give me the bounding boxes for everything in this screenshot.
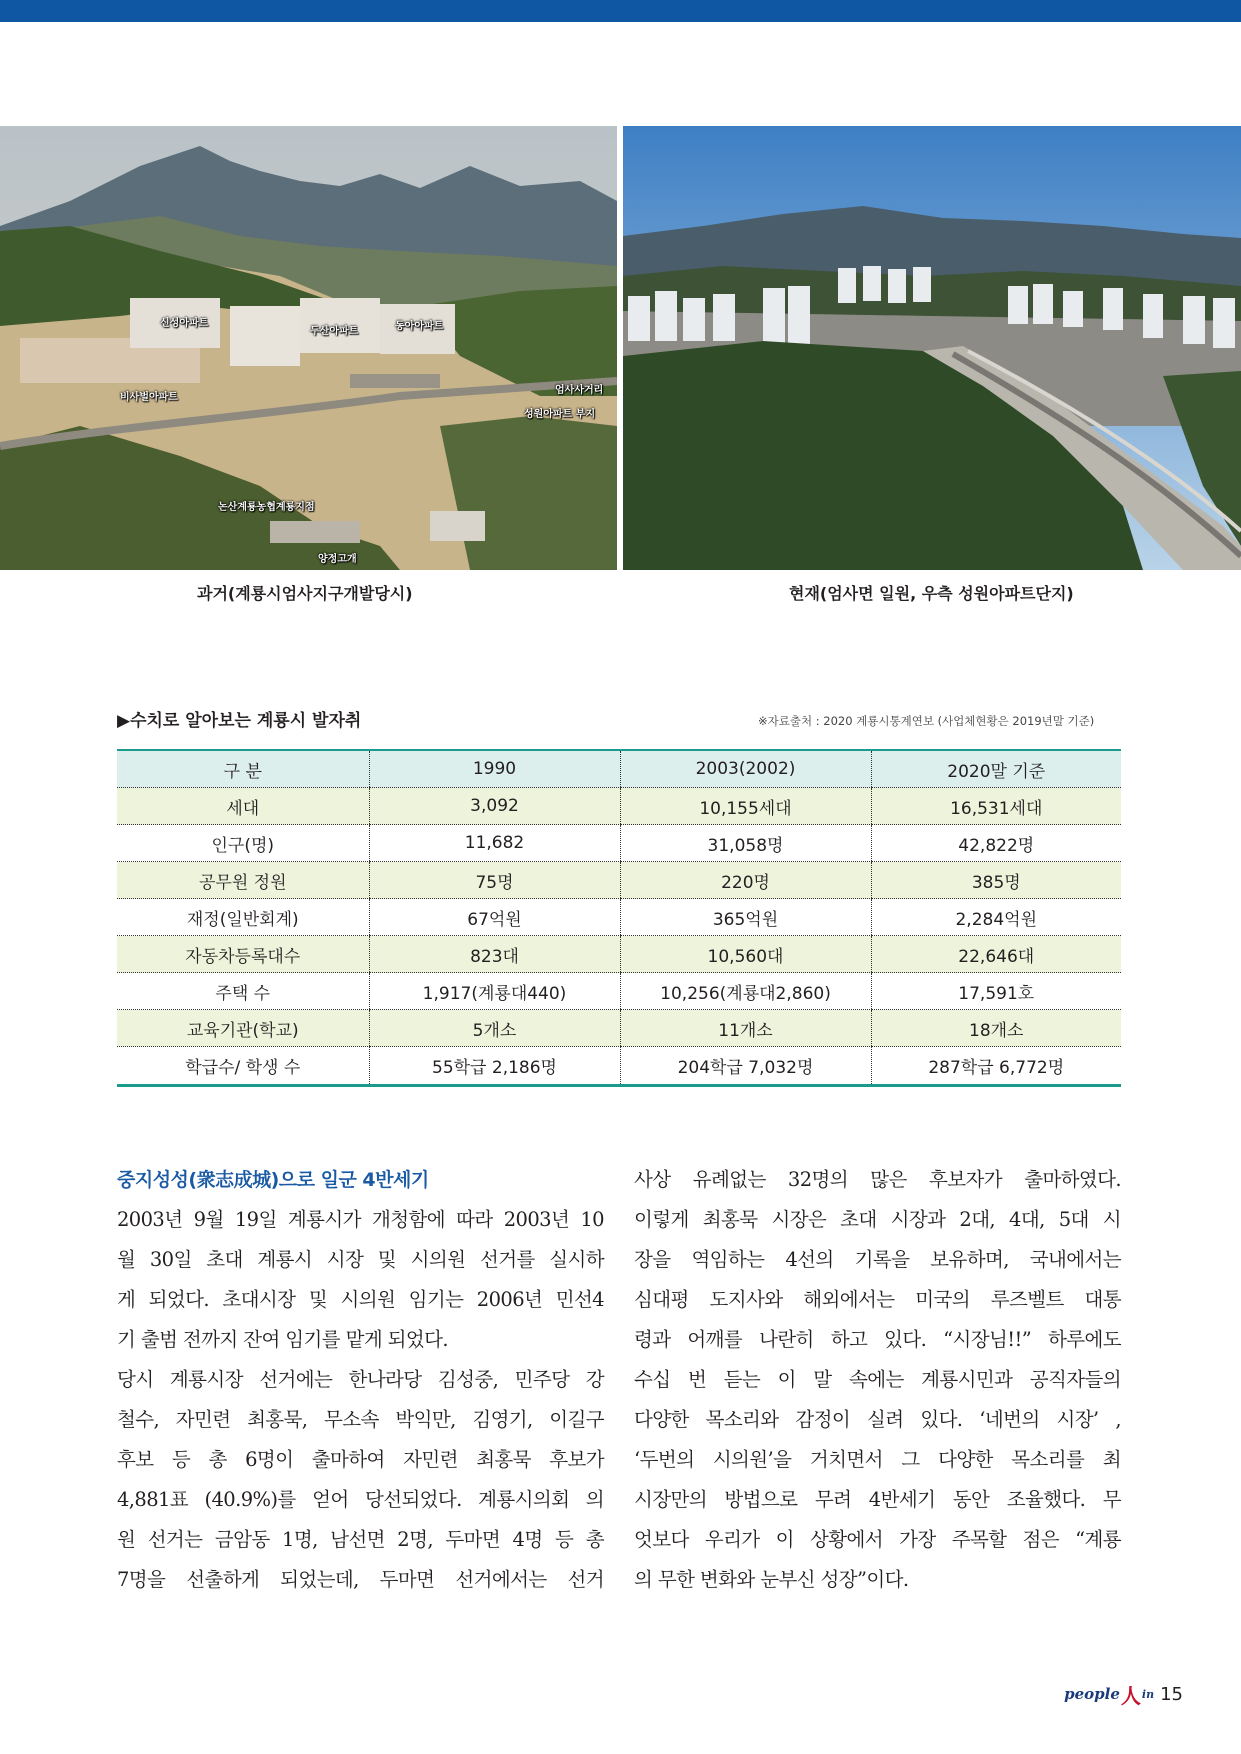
article-line: 의 무한 변화와 눈부신 성장”이다. <box>634 1568 909 1591</box>
table-cell: 42,822명 <box>871 825 1121 862</box>
table-cell: 학급수/ 학생 수 <box>117 1047 369 1086</box>
past-photo-caption: 과거(계룡시엄사지구개발당시) <box>197 584 413 603</box>
logo-suffix: in <box>1141 1687 1155 1701</box>
magazine-logo <box>1064 1680 1154 1709</box>
table-cell: 인구(명) <box>117 825 369 862</box>
table-cell: 55학급 2,186명 <box>369 1047 620 1086</box>
article-line: ‘두번의 시의원’을 거치면서 그 다양한 목소리를 최 <box>634 1448 1121 1471</box>
photo-label: 비사벌아파트 <box>120 392 178 403</box>
past-development-photo <box>0 126 617 570</box>
table-cell: 823대 <box>369 936 620 973</box>
table-cell: 2,284억원 <box>871 899 1121 936</box>
page-number: 15 <box>1160 1683 1183 1705</box>
present-photo-caption: 현재(엄사면 일원, 우측 성원아파트단지) <box>789 584 1074 603</box>
article-line: 7명을 선출하게 되었는데, 두마면 선거에서는 선거 <box>117 1568 604 1591</box>
article-line: 월 30일 초대 계룡시 시장 및 시의원 선거를 실시하 <box>117 1248 604 1271</box>
table-cell: 10,155세대 <box>620 788 871 825</box>
table-cell: 220명 <box>620 862 871 899</box>
article-line: 이렇게 최홍묵 시장은 초대 시장과 2대, 4대, 5대 시 <box>634 1208 1121 1231</box>
table-cell: 204학급 7,032명 <box>620 1047 871 1086</box>
table-source-note: ※자료출처 : 2020 계룡시통계연보 (사업체현황은 2019년말 기준) <box>758 714 1095 728</box>
page-footer <box>1064 1682 1183 1706</box>
article-line: 후보 등 총 6명이 출마하여 자민련 최홍묵 후보가 <box>117 1448 604 1471</box>
article-line: 사상 유례없는 32명의 많은 후보자가 출마하였다. <box>634 1168 1121 1191</box>
photo-label: 두산아파트 <box>310 326 359 337</box>
table-row <box>117 1010 1121 1047</box>
statistics-table <box>117 749 1121 1087</box>
table-cell: 1,917(계룡대440) <box>369 973 620 1010</box>
table-cell: 10,560대 <box>620 936 871 973</box>
table-cell: 자동차등록대수 <box>117 936 369 973</box>
table-cell: 교육기관(학교) <box>117 1010 369 1047</box>
table-cell: 11개소 <box>620 1010 871 1047</box>
table-cell: 17,591호 <box>871 973 1121 1010</box>
table-row <box>117 899 1121 936</box>
table-cell: 18개소 <box>871 1010 1121 1047</box>
table-cell: 10,256(계룡대2,860) <box>620 973 871 1010</box>
article-line: 엇보다 우리가 이 상황에서 가장 주목할 점은 “계룡 <box>634 1528 1121 1551</box>
article-left-column <box>117 1160 604 1600</box>
table-cell: 3,092 <box>369 788 620 825</box>
table-cell: 세대 <box>117 788 369 825</box>
article-line: 령과 어깨를 나란히 하고 있다. “시장님!!” 하루에도 <box>634 1328 1121 1351</box>
article-line: 장을 역임하는 4선의 기록을 보유하며, 국내에서는 <box>634 1248 1121 1271</box>
table-header-cell: 2003(2002) <box>620 750 871 788</box>
article-line: 게 되었다. 초대시장 및 시의원 임기는 2006년 민선4 <box>117 1288 604 1311</box>
table-cell: 287학급 6,772명 <box>871 1047 1121 1086</box>
table-row <box>117 1047 1121 1086</box>
photo-label: 양정고개 <box>318 554 357 565</box>
photo-label: 성원아파트 부지 <box>524 409 596 420</box>
table-row <box>117 788 1121 825</box>
logo-text: people <box>1064 1685 1120 1703</box>
table-row <box>117 936 1121 973</box>
table-header-cell: 2020말 기준 <box>871 750 1121 788</box>
article-line: 다양한 목소리와 감정이 실려 있다. ‘네번의 시장’ , <box>634 1408 1121 1431</box>
article-heading: 중지성성(衆志成城)으로 일군 4반세기 <box>117 1169 429 1191</box>
table-cell: 31,058명 <box>620 825 871 862</box>
article-line: 심대평 도지사와 해외에서는 미국의 루즈벨트 대통 <box>634 1288 1121 1311</box>
photo-label: 신성아파트 <box>160 318 209 329</box>
article-line: 4,881표 (40.9%)를 얻어 당선되었다. 계룡시의회 의 <box>117 1488 604 1511</box>
table-cell: 재정(일반회계) <box>117 899 369 936</box>
table-header-row <box>117 750 1121 788</box>
table-row <box>117 973 1121 1010</box>
article-line: 철수, 자민련 최홍묵, 무소속 박익만, 김영기, 이길구 <box>117 1408 604 1431</box>
article-line: 수십 번 듣는 이 말 속에는 계룡시민과 공직자들의 <box>634 1368 1121 1391</box>
table-cell: 365억원 <box>620 899 871 936</box>
table-cell: 주택 수 <box>117 973 369 1010</box>
photo-label: 동아아파트 <box>395 321 444 332</box>
table-title: ▶수치로 알아보는 계룡시 발자취 <box>117 711 362 731</box>
person-icon: 人 <box>1120 1683 1141 1708</box>
table-header-cell: 구 분 <box>117 750 369 788</box>
article-line: 당시 계룡시장 선거에는 한나라당 김성중, 민주당 강 <box>117 1368 604 1391</box>
photo-label: 논산계룡농협계룡지점 <box>218 502 315 513</box>
table-cell: 67억원 <box>369 899 620 936</box>
table-cell: 385명 <box>871 862 1121 899</box>
top-color-bar <box>0 0 1241 22</box>
article-line: 원 선거는 금암동 1명, 남선면 2명, 두마면 4명 등 총 <box>117 1528 604 1551</box>
table-cell: 16,531세대 <box>871 788 1121 825</box>
photo-label: 엄사사거리 <box>555 385 604 396</box>
table-header-cell: 1990 <box>369 750 620 788</box>
table-row <box>117 825 1121 862</box>
table-cell: 5개소 <box>369 1010 620 1047</box>
article-line: 기 출범 전까지 잔여 임기를 맡게 되었다. <box>117 1328 448 1351</box>
table-row <box>117 862 1121 899</box>
table-cell: 75명 <box>369 862 620 899</box>
article-right-column <box>634 1160 1121 1600</box>
table-cell: 공무원 정원 <box>117 862 369 899</box>
present-aerial-photo <box>623 126 1241 570</box>
article-line: 시장만의 방법으로 무려 4반세기 동안 조율했다. 무 <box>634 1488 1121 1511</box>
table-cell: 11,682 <box>369 825 620 862</box>
table-cell: 22,646대 <box>871 936 1121 973</box>
article-line: 2003년 9월 19일 계룡시가 개청함에 따라 2003년 10 <box>117 1208 604 1231</box>
